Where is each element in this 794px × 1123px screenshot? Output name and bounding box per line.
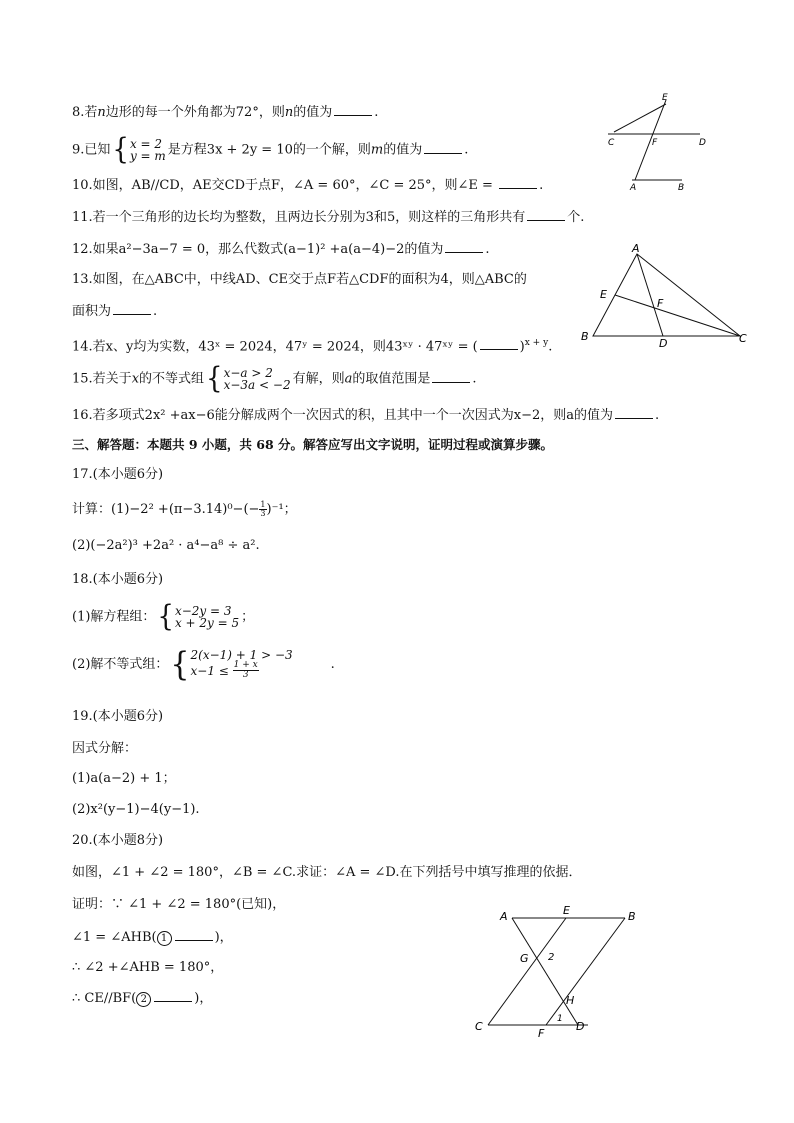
angle-2-label: 2 bbox=[548, 952, 555, 963]
label-B: B bbox=[581, 330, 589, 343]
label-C: C bbox=[475, 1020, 483, 1033]
label-G: G bbox=[520, 952, 529, 965]
answer-blank[interactable] bbox=[424, 141, 462, 154]
figure-proof-diagram bbox=[470, 900, 650, 1040]
question-10: 10.如图，AB//CD，AE交CD于点F，∠A = 60°，∠C = 25°，则∠E = . bbox=[72, 178, 544, 193]
label-B: B bbox=[678, 183, 685, 193]
question-12: 12.如果a²−3a−7 = 0，那么代数式(a−1)² +a(a−4)−2的值为 . bbox=[72, 242, 490, 257]
question-20-title: 20.(本小题8分) bbox=[72, 833, 164, 848]
question-18-part2: (2)解不等式组： { 2(x−1) + 1 > −3 x−1 ≤ $\frac{1 + x}{3}$ . bbox=[72, 644, 335, 684]
label-E: E bbox=[662, 93, 668, 103]
proof-line-2: ∠1 = ∠AHB( 1 )， bbox=[72, 930, 233, 945]
question-17-part2: (2)(−2a²)³ +2a² · a⁴−a⁸ ÷ a². bbox=[72, 538, 260, 553]
label-D: D bbox=[699, 138, 706, 148]
question-8: 8.若n边形的每一个外角都为72°，则n的值为 . bbox=[72, 105, 379, 120]
answer-blank[interactable] bbox=[480, 337, 518, 350]
question-17-part1: 计算：(1)−2² +(π−3.14)⁰−(− $\frac{1}{3}$ )⁻¹； bbox=[72, 500, 297, 518]
figure-parallel-lines bbox=[600, 90, 720, 195]
answer-blank[interactable] bbox=[445, 240, 483, 253]
label-C: C bbox=[739, 332, 747, 345]
question-13: 13.如图，在△ABC中，中线AD、CE交于点F若△CDF的面积为4，则△ABC的 bbox=[72, 272, 527, 287]
answer-blank[interactable] bbox=[527, 208, 565, 221]
answer-blank[interactable] bbox=[432, 370, 470, 383]
question-13-cont: 面积为 . bbox=[72, 304, 158, 319]
label-B: B bbox=[628, 910, 636, 923]
question-16: 16.若多项式2x² +ax−6能分解成两个一次因式的积，且其中一个一次因式为x−2，则a的值为 . bbox=[72, 408, 660, 423]
proof-line-3: ∴ ∠2 +∠AHB = 180°， bbox=[72, 960, 224, 975]
answer-blank[interactable] bbox=[615, 406, 653, 419]
question-15: 15.若关于x的不等式组 { x−a > 2 x−3a < −2 有解，则a的取值范围是 . bbox=[72, 362, 477, 396]
label-H: H bbox=[566, 994, 575, 1007]
label-C: C bbox=[608, 138, 615, 148]
label-E: E bbox=[563, 904, 570, 917]
figure-triangle-medians bbox=[575, 240, 755, 350]
angle-1-label: 1 bbox=[557, 1014, 563, 1024]
question-9: 9.已知 { x = 2 y = m 是方程3x + 2y = 10的一个解，则m的值为 . bbox=[72, 133, 469, 167]
question-19-title: 19.(本小题6分) bbox=[72, 709, 164, 724]
reason-blank-2[interactable] bbox=[154, 989, 192, 1002]
question-11: 11.若一个三角形的边长均为整数，且两边长分别为3和5，则这样的三角形共有 个. bbox=[72, 210, 585, 225]
label-A: A bbox=[632, 242, 640, 255]
section-heading: 三、解答题：本题共 9 小题，共 68 分。解答应写出文字说明，证明过程或演算步骤。 bbox=[72, 437, 554, 452]
label-A: A bbox=[500, 910, 508, 923]
reason-blank-1[interactable] bbox=[175, 928, 213, 941]
question-20-statement: 如图，∠1 + ∠2 = 180°，∠B = ∠C.求证：∠A = ∠D.在下列括号中填写推理的依据． bbox=[72, 865, 582, 880]
question-14: 14.若x、y均为实数，43ˣ = 2024，47ʸ = 2024，则43ˣʸ · 47ˣʸ = ( )$^{x + y}$. bbox=[72, 338, 553, 355]
question-18-part1: (1)解方程组： { x−2y = 3 x + 2y = 5 ； bbox=[72, 600, 255, 634]
answer-blank[interactable] bbox=[334, 103, 372, 116]
label-D: D bbox=[659, 337, 668, 350]
answer-blank[interactable] bbox=[113, 302, 151, 315]
answer-blank[interactable] bbox=[499, 176, 537, 189]
question-19-intro: 因式分解： bbox=[72, 741, 138, 756]
question-18-title: 18.(本小题6分) bbox=[72, 572, 164, 587]
label-F: F bbox=[657, 297, 664, 310]
label-A: A bbox=[630, 183, 637, 193]
label-F: F bbox=[538, 1027, 545, 1040]
question-19-part2: (2)x²(y−1)−4(y−1). bbox=[72, 802, 200, 817]
proof-line-4: ∴ CE//BF( 2 )， bbox=[72, 991, 213, 1006]
label-D: D bbox=[576, 1020, 585, 1033]
question-19-part1: (1)a(a−2) + 1； bbox=[72, 771, 176, 786]
proof-line-1: 证明：∵ ∠1 + ∠2 = 180°(已知)， bbox=[72, 897, 286, 912]
question-17-title: 17.(本小题6分) bbox=[72, 467, 164, 482]
label-E: E bbox=[600, 288, 607, 301]
label-F: F bbox=[652, 138, 658, 148]
